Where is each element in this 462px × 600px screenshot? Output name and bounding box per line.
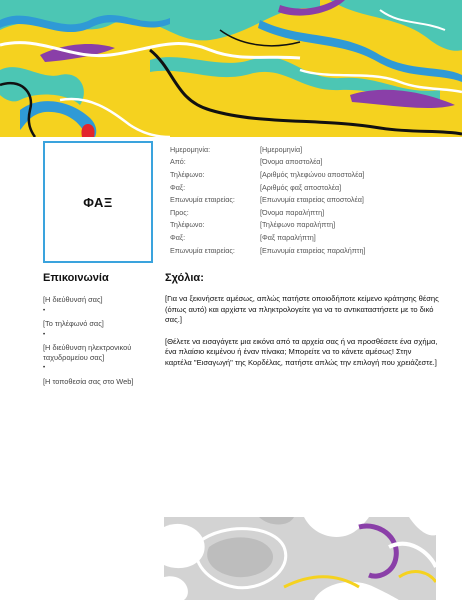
contact-phone[interactable]: [Το τηλέφωνό σας]: [43, 319, 104, 328]
field-row-recipient-phone: [170, 219, 455, 232]
fax-header-fields: [170, 143, 455, 256]
bullet-separator: •: [43, 307, 46, 314]
contact-address[interactable]: [Η διεύθυνσή σας]: [43, 295, 103, 304]
header-banner-art: [0, 0, 462, 137]
field-value-sender-company[interactable]: [Επωνυμία εταιρείας αποστολέα]: [260, 195, 364, 205]
field-row-sender-company: [170, 193, 455, 206]
field-label: Τηλέφωνο:: [170, 169, 205, 179]
field-row-recipient-fax: [170, 231, 455, 244]
contact-website[interactable]: [Η τοποθεσία σας στο Web]: [43, 376, 134, 386]
field-value-recipient-fax[interactable]: [Φαξ παραλήπτη]: [260, 232, 316, 242]
footer-swirl-art: [164, 517, 436, 600]
field-value-recipient-name[interactable]: [Όνομα παραλήπτη]: [260, 207, 325, 217]
field-row-from: [170, 156, 455, 169]
field-row-sender-phone: [170, 168, 455, 181]
field-label: Επωνυμία εταιρείας:: [170, 245, 235, 255]
contact-heading: Επικοινωνία: [43, 272, 109, 284]
notes-paragraph-1[interactable]: [Για να ξεκινήσετε αμέσως, απλώς πατήστε οποιοδήποτε κείμενο κράτησης θέσης (όπως αυτό) και αρχίστε να πληκτρολογείτε για να το αντικαταστήσετε με το δικό σας.]: [165, 294, 439, 325]
gray-swirl-art: [164, 517, 436, 600]
field-value-sender-fax[interactable]: [Αριθμός φαξ αποστολέα]: [260, 182, 342, 192]
field-label: Φαξ:: [170, 182, 186, 192]
field-label: Ημερομηνία:: [170, 144, 211, 154]
notes-body: [165, 294, 440, 380]
field-label: Επωνυμία εταιρείας:: [170, 195, 235, 205]
contact-email[interactable]: [Η διεύθυνση ηλεκτρονικού ταχυδρομείου σας]: [43, 343, 132, 362]
bullet-separator: •: [43, 331, 46, 338]
field-value-date[interactable]: [Ημερομηνία]: [260, 144, 303, 154]
field-value-sender-phone[interactable]: [Αριθμός τηλεφώνου αποστολέα]: [260, 169, 365, 179]
fax-title[interactable]: ΦΑΞ: [83, 194, 113, 210]
field-row-to: [170, 206, 455, 219]
field-value-sender-name[interactable]: [Όνομα αποστολέα]: [260, 157, 323, 167]
field-label: Τηλέφωνο:: [170, 220, 205, 230]
notes-paragraph-2[interactable]: [Θέλετε να εισαγάγετε μια εικόνα από τα αρχεία σας ή να προσθέσετε ένα σχήμα, ένα πλαίσιο κειμένου ή έναν πίνακα; Μπορείτε να το κάνετε αμέσως! Στην καρτέλα "Εισαγωγή" της Κορδέλας, πατήστε απλώς την επιλογή που χρειάζεστε.]: [165, 336, 438, 367]
marble-swirl-art: [0, 0, 462, 137]
field-value-recipient-phone[interactable]: [Τηλέφωνο παραλήπτη]: [260, 220, 336, 230]
field-row-date: [170, 143, 455, 156]
field-label: Προς:: [170, 207, 189, 217]
fax-logo-box: [43, 141, 153, 263]
field-row-recipient-company: [170, 244, 455, 257]
field-label: Από:: [170, 157, 186, 167]
notes-heading: Σχόλια:: [165, 272, 204, 284]
field-row-sender-fax: [170, 181, 455, 194]
field-value-recipient-company[interactable]: [Επωνυμία εταιρείας παραλήπτη]: [260, 245, 366, 255]
contact-list: [43, 295, 158, 386]
bullet-separator: •: [43, 365, 46, 371]
field-label: Φαξ:: [170, 232, 186, 242]
